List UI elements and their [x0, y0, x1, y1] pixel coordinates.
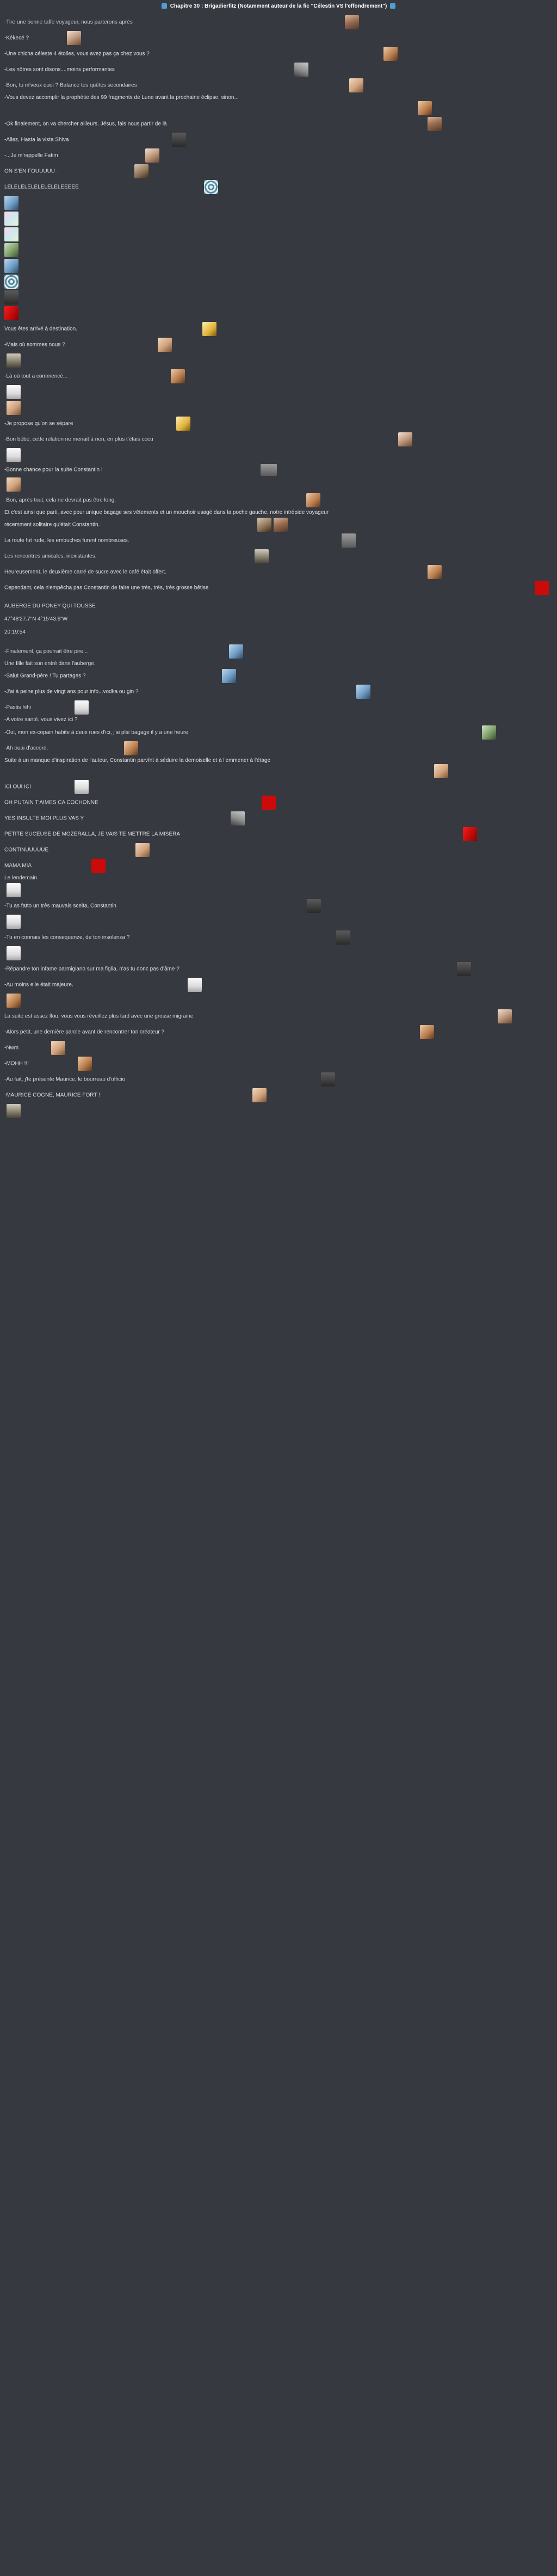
message-text: -Au fait, j'te présente Maurice, le bourreau d'officio [4, 1076, 126, 1083]
message-row [4, 15, 553, 29]
message-row [4, 1072, 553, 1087]
chapter-page [0, 0, 557, 1131]
attachment-image[interactable] [7, 353, 21, 368]
message-row [4, 31, 553, 45]
attachment-image[interactable] [482, 725, 496, 740]
attachment-image[interactable] [134, 164, 148, 178]
attachment-image[interactable] [336, 930, 350, 945]
attachment-image[interactable] [222, 669, 236, 683]
attachment-image[interactable] [7, 385, 21, 399]
message-text: -Bon, après tout, cela ne devrait pas être long. [4, 497, 116, 504]
attachment-image[interactable] [252, 1088, 267, 1102]
chapter-header [0, 0, 557, 12]
message-text: -Je propose qu'on se sépare [4, 420, 73, 427]
message-row [4, 669, 553, 683]
message-row [4, 780, 553, 794]
message-row [4, 930, 553, 945]
attachment-image[interactable] [124, 741, 138, 755]
message-text: PETITE SUCEUSE DE MOZERALLA, JE VAIS TE METTRE LA MISERA [4, 831, 181, 837]
attachment-image[interactable] [78, 1057, 92, 1071]
message-row [4, 78, 553, 92]
message-row [4, 117, 553, 131]
message-text: -Bon bébé, cette relation ne menait à rien, en plus t'étais cocu [4, 436, 153, 443]
attachment-image[interactable] [535, 581, 549, 595]
message-row [4, 827, 553, 841]
message-row [4, 509, 553, 516]
message-row [4, 757, 553, 778]
message-row [4, 1104, 553, 1118]
message-text: -Les nôtres sont disons....moins performantes [4, 66, 115, 73]
message-row [4, 322, 553, 336]
message-list [0, 12, 557, 1131]
attachment-image[interactable] [4, 275, 18, 289]
attachment-image[interactable] [383, 47, 398, 61]
message-text: -Tu as fatto un très mauvais scelta, Constantin [4, 903, 116, 909]
message-text: La route fut rude, les embuches furent nombreuses. [4, 537, 129, 544]
message-text: -Bonne chance pour la suite Constantin ! [4, 467, 103, 473]
attachment-image[interactable] [7, 477, 21, 492]
message-text: -Répandre ton infame parmigiano sur ma figlia, n'as tu donc pas d'âme ? [4, 966, 180, 972]
attachment-image[interactable] [4, 306, 18, 320]
address-name: AUBERGE DU PONEY QUI TOUSSE [4, 603, 96, 610]
attachment-image[interactable] [321, 1072, 335, 1087]
message-row [4, 859, 553, 873]
attachment-image[interactable] [158, 338, 172, 352]
image-gallery-1 [4, 196, 553, 320]
attachment-image[interactable] [204, 180, 218, 194]
message-row [4, 644, 553, 659]
blue-square-emoji-left [162, 3, 167, 9]
message-text: Les rencontres amicales, inexistantes. [4, 553, 97, 560]
message-text: Et c'est ainsi que parti, avec pour unique bagage ses vêtements et un mouchoir usagé dans la poche gauche, notre intrépide voyageur [4, 510, 329, 516]
message-row [4, 432, 553, 446]
message-row [4, 549, 553, 563]
message-row [4, 47, 553, 61]
message-text: -Kékecé ? [4, 35, 29, 41]
message-row [4, 883, 553, 897]
message-text: OH PUTAIN T'AIMES CA COCHONNE [4, 799, 98, 806]
attachment-image[interactable] [229, 644, 243, 659]
attachment-image[interactable] [172, 133, 186, 147]
message-row [4, 581, 553, 595]
message-text: -Là où tout a commencé... [4, 373, 68, 380]
attachment-image[interactable] [257, 518, 271, 532]
attachment-image[interactable] [7, 946, 21, 960]
message-row [4, 962, 553, 976]
message-text: -Nwm [4, 1045, 19, 1051]
message-text: Une fille fait son entré dans l'auberge. [4, 661, 96, 667]
attachment-image[interactable] [356, 685, 370, 699]
message-text: -MOHH !!! [4, 1060, 29, 1067]
message-text: Suite à un manque d'inspiration de l'auteur, Constantin parvînt à séduire la demoiselle et à l'emmener à l'étage [4, 757, 271, 764]
attachment-image[interactable] [7, 1104, 21, 1118]
message-text: -Alors petit, une dernière parole avant de rencontrer ton créateur ? [4, 1029, 165, 1035]
attachment-image[interactable] [345, 15, 359, 29]
message-text: ICI OUI ICI [4, 784, 31, 790]
attachment-image[interactable] [171, 369, 185, 383]
attachment-image[interactable] [176, 417, 190, 431]
message-row [4, 716, 553, 723]
attachment-image[interactable] [398, 432, 412, 446]
attachment-image[interactable] [274, 518, 288, 532]
attachment-image[interactable] [7, 994, 21, 1008]
attachment-image[interactable] [7, 448, 21, 462]
message-row [4, 180, 553, 194]
attachment-image[interactable] [7, 401, 21, 415]
attachment-image[interactable] [498, 1009, 512, 1023]
attachment-image[interactable] [7, 883, 21, 897]
message-text: Vous êtes arrivé à destination. [4, 326, 77, 332]
attachment-image[interactable] [51, 1041, 65, 1055]
attachment-image[interactable] [457, 962, 471, 976]
message-row [4, 1009, 553, 1023]
attachment-image[interactable] [188, 978, 202, 992]
message-text: -J'ai à peine plus de vingt ans pour info...vodka ou gin ? [4, 688, 139, 695]
message-row [4, 477, 553, 492]
message-text: -A votre santé, vous vivez ici ? [4, 717, 78, 723]
address-coords: 47°48'27.7"N 4°15'43.6"W [4, 616, 68, 623]
message-row [4, 353, 553, 368]
message-row [4, 164, 553, 178]
attachment-image[interactable] [261, 464, 277, 476]
attachment-image[interactable] [349, 78, 363, 92]
message-text: -Tire une bonne taffe voyageur, nous parterons après [4, 19, 133, 26]
message-row [4, 533, 553, 548]
message-section-3 [4, 644, 553, 1118]
message-row [4, 148, 553, 163]
message-text: -Tu en connais les consequenze, de ton insolenza ? [4, 934, 130, 941]
attachment-image[interactable] [67, 31, 81, 45]
message-row [4, 1041, 553, 1055]
message-row [4, 94, 553, 115]
message-text: -...Je m'rappelle Fatim [4, 152, 58, 159]
message-text: -Ok finalement, on va chercher ailleurs. Jésus, fais nous partir de là [4, 121, 167, 127]
message-row [4, 915, 553, 929]
message-section-2 [4, 322, 553, 595]
attachment-image[interactable] [135, 843, 150, 857]
message-row [4, 63, 553, 77]
message-text: -MAURICE COGNE, MAURICE FORT ! [4, 1092, 100, 1098]
message-text: -Vous devez accomplir la prophétie des 99 fragments de Lune avant la prochaine éclipse, sinon... [4, 95, 239, 101]
message-row [4, 385, 553, 399]
message-row [4, 899, 553, 913]
message-row [4, 946, 553, 960]
message-row [4, 338, 553, 352]
attachment-image[interactable] [307, 899, 321, 913]
message-row [4, 660, 553, 667]
attachment-image[interactable] [4, 290, 18, 305]
message-row [4, 417, 553, 431]
message-text: YES INSULTE MOI PLUS VAS Y [4, 815, 84, 822]
message-row [4, 994, 553, 1008]
message-row [4, 493, 553, 507]
attachment-image[interactable] [306, 493, 320, 507]
attachment-image[interactable] [231, 811, 245, 825]
attachment-image[interactable] [418, 101, 432, 115]
attachment-image[interactable] [75, 780, 89, 794]
message-text: LELELELELELELELELEEEEE [4, 184, 79, 190]
attachment-image[interactable] [4, 212, 18, 226]
message-text: -Une chicha céleste 4 étoiles, vous avez pas ça chez vous ? [4, 51, 150, 57]
attachment-image[interactable] [4, 259, 18, 273]
attachment-image[interactable] [4, 227, 18, 241]
message-row [4, 1057, 553, 1071]
attachment-image[interactable] [463, 827, 477, 841]
message-row [4, 448, 553, 462]
message-row [4, 796, 553, 810]
message-text: -Finalement, ça pourrait être pire... [4, 648, 88, 655]
attachment-image[interactable] [4, 196, 18, 210]
message-text: -Bon, tu m'veux quoi ? Balance tes quêtes secondaires [4, 82, 137, 89]
message-row [4, 565, 553, 579]
message-text: récemment solitaire qu'était Constantin. [4, 522, 100, 528]
message-text: -Au moins elle était majeure. [4, 982, 73, 988]
attachment-image[interactable] [4, 243, 18, 257]
message-row [4, 874, 553, 882]
message-row [4, 133, 553, 147]
attachment-image[interactable] [342, 533, 356, 548]
message-section-1 [4, 15, 553, 194]
page-title: Chapitre 30 : Brigadierfitz (Notamment auteur de la fic "Célestin VS l'effondrement") [170, 3, 387, 9]
message-row [4, 843, 553, 857]
message-text: -Oui, mon ex-copain habite à deux rues d'ici, j'ai plié bagage il y a une heure [4, 729, 188, 736]
message-text: MAMA MIA [4, 862, 32, 869]
attachment-image[interactable] [91, 859, 106, 873]
attachment-image[interactable] [7, 915, 21, 929]
attachment-image[interactable] [420, 1025, 434, 1039]
message-text: CONTINUUUUUE [4, 847, 49, 853]
attachment-image[interactable] [262, 796, 276, 810]
message-text: -Allez, Hasta la vista Shiva [4, 136, 69, 143]
message-row [4, 741, 553, 755]
attachment-image[interactable] [428, 565, 442, 579]
attachment-image[interactable] [428, 117, 442, 131]
attachment-image[interactable] [145, 148, 159, 163]
attachment-image[interactable] [75, 700, 89, 715]
message-text: -Pastis hihi [4, 704, 31, 711]
message-text: Le lendemain. [4, 874, 39, 881]
message-row [4, 685, 553, 699]
message-text: Cependant, cela n'empêcha pas Constantin de faire une très, très, très grosse bêtise [4, 585, 209, 591]
attachment-image[interactable] [255, 549, 269, 563]
attachment-image[interactable] [294, 63, 308, 77]
message-text: -Mais où sommes nous ? [4, 342, 65, 348]
message-text: -Ah ouai d'accord. [4, 745, 48, 752]
message-row [4, 978, 553, 992]
message-row [4, 401, 553, 415]
message-text: -Salut Grand-père ! Tu partages ? [4, 673, 86, 679]
message-text: Heureusement, le deuxième carré de sucre avec le café était offert. [4, 569, 166, 575]
message-row [4, 725, 553, 740]
blue-square-emoji-right [390, 3, 395, 9]
message-text: ON S'EN FOUUUUU - [4, 168, 59, 175]
message-row [4, 811, 553, 825]
message-row [4, 464, 553, 476]
message-row [4, 1088, 553, 1102]
attachment-image[interactable] [202, 322, 216, 336]
address-block [4, 597, 553, 642]
attachment-image[interactable] [434, 764, 448, 778]
message-row [4, 1025, 553, 1039]
address-time: 20:19:54 [4, 629, 26, 636]
message-row [4, 518, 553, 532]
message-row [4, 369, 553, 383]
message-text: La suite est assez flou, vous vous réveillez plus tard avec une grosse migraine [4, 1013, 194, 1020]
message-row [4, 700, 553, 715]
